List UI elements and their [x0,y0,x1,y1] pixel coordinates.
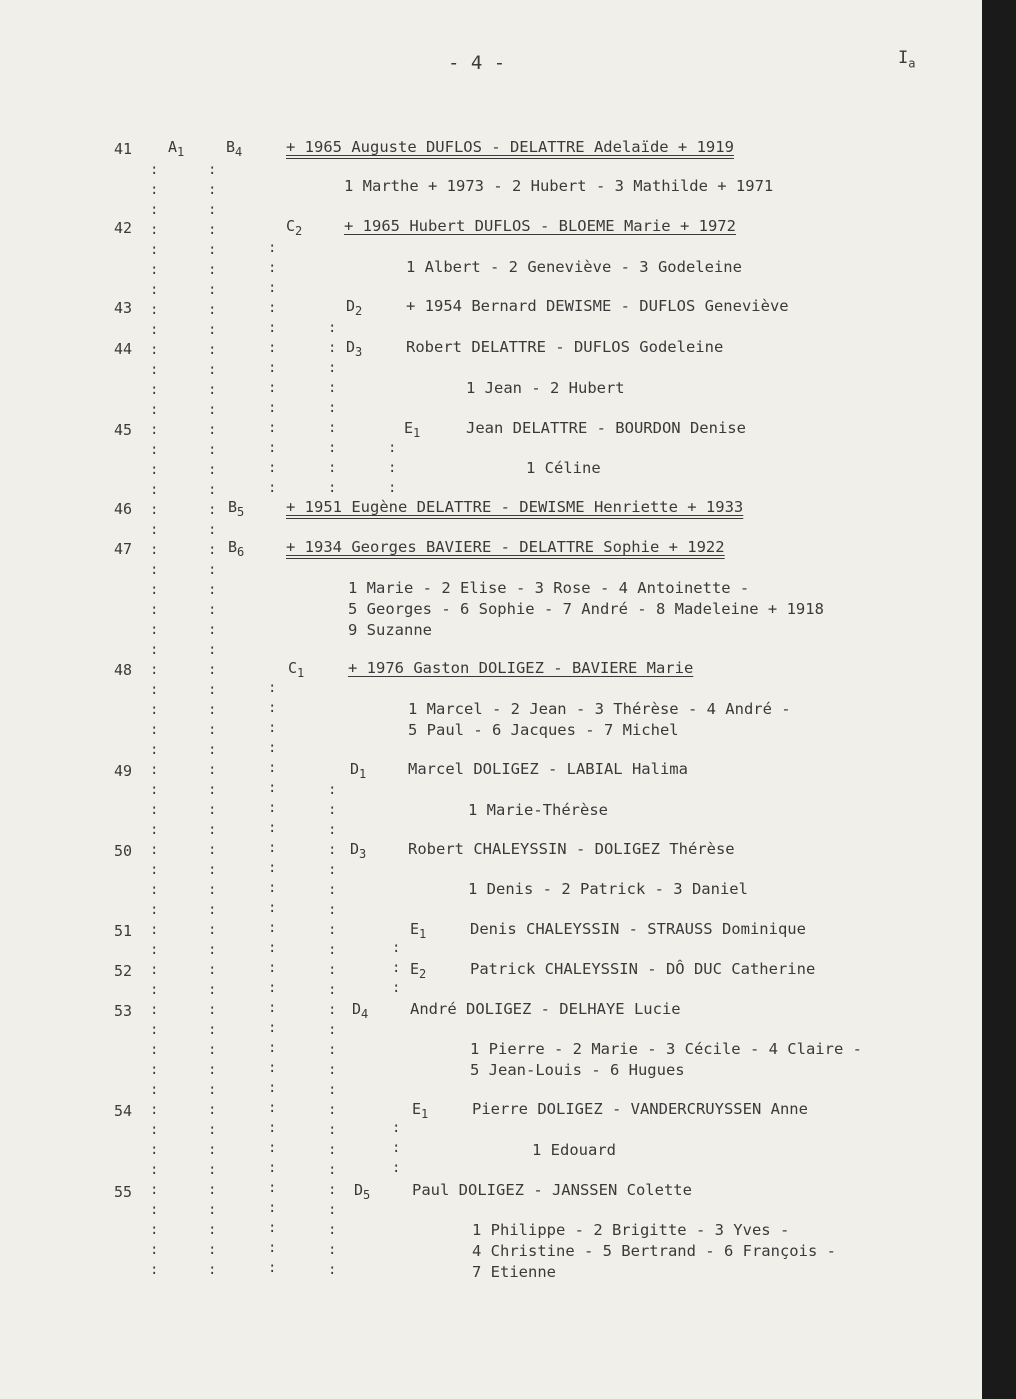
row-number: 41 [114,140,133,158]
row-number: 54 [114,1102,133,1120]
row-number: 48 [114,661,133,679]
children-line: 1 Albert - 2 Geneviève - 3 Godeleine [406,258,742,276]
gen-code: $B_5$ [228,498,245,519]
row-number: 51 [114,922,133,940]
couple-line: Patrick CHALEYSSIN - DÔ DUC Catherine [470,960,816,978]
children-line: 1 Denis - 2 Patrick - 3 Daniel [468,880,748,898]
children-line: 4 Christine - 5 Bertrand - 6 François - [472,1242,836,1260]
row-number: 50 [114,842,133,860]
couple-line: + 1976 Gaston DOLIGEZ - BAVIERE Marie [348,659,694,677]
couple-line: + 1954 Bernard DEWISME - DUFLOS Geneviève [406,297,789,315]
row-number: 46 [114,500,133,518]
couple-line: Paul DOLIGEZ - JANSSEN Colette [412,1181,692,1199]
gen-code: $D_3$ [350,840,367,861]
gen-line-e3: : : : [392,1120,401,1176]
row-number: 49 [114,762,133,780]
couple-line: + 1951 Eugène DELATTRE - DEWISME Henriette + 1933 [286,498,744,516]
gen-code: $D_4$ [352,1000,369,1021]
children-line: 1 Céline [526,459,601,477]
gen-line-b: : : : : : : : : : : : : : : : : : : : : : : : : : : : : : : : : : : : : : : : : : : : : : : : : : : : : : : : : [208,162,217,1278]
gen-line-e: : : : [388,440,397,496]
row-number: 43 [114,299,133,317]
gen-code: $E_1$ [404,419,421,440]
couple-line: André DOLIGEZ - DELHAYE Lucie [410,1000,681,1018]
couple-line: + 1965 Hubert DUFLOS - BLOEME Marie + 1972 [344,217,736,235]
couple-line: Denis CHALEYSSIN - STRAUSS Dominique [470,920,806,938]
couple-line: Pierre DOLIGEZ - VANDERCRUYSSEN Anne [472,1100,808,1118]
children-line: 1 Edouard [532,1141,616,1159]
gen-code: $E_2$ [410,960,427,981]
scan-edge [982,0,1016,1399]
row-number: 45 [114,421,133,439]
row-number: 52 [114,962,133,980]
gen-code: $D_3$ [346,338,363,359]
gen-line-d2: : : : : : : : : : : : : : : : : : : : : : : : : : [328,782,337,1278]
couple-line: Marcel DOLIGEZ - LABIAL Halima [408,760,688,778]
couple-line: Robert DELATTRE - DUFLOS Godeleine [406,338,724,356]
gen-line-c: : : : : : : : : : : : : : [268,240,277,496]
gen-code: $D_1$ [350,760,367,781]
couple-line: + 1965 Auguste DUFLOS - DELATTRE Adelaïde + 1919 [286,138,734,156]
gen-code: $B_6$ [228,538,245,559]
gen-code: $A_1$ [168,138,185,159]
gen-code: $C_2$ [286,217,303,238]
children-line: 5 Georges - 6 Sophie - 7 André - 8 Madeleine + 1918 [348,600,824,618]
gen-code: $D_2$ [346,297,363,318]
gen-code: $B_4$ [226,138,243,159]
row-number: 55 [114,1183,133,1201]
children-line: 1 Marie-Thérèse [468,801,608,819]
gen-line-d: : : : : : : : : : [328,320,337,496]
children-line: 9 Suzanne [348,621,432,639]
gen-line-a: : : : : : : : : : : : : : : : : : : : : : : : : : : : : : : : : : : : : : : : : : : : : : : : : : : : : : : : : [150,162,159,1278]
gen-code: $D_5$ [354,1181,371,1202]
children-line: 1 Pierre - 2 Marie - 3 Cécile - 4 Claire - [470,1040,862,1058]
gen-code: $C_1$ [288,659,305,680]
page-number: - 4 - [448,52,506,74]
row-number: 47 [114,540,133,558]
row-number: 53 [114,1002,133,1020]
children-line: 7 Etienne [472,1263,556,1281]
couple-line: Robert CHALEYSSIN - DOLIGEZ Thérèse [408,840,735,858]
row-number: 42 [114,219,133,237]
couple-line: + 1934 Georges BAVIERE - DELATTRE Sophie + 1922 [286,538,725,556]
couple-line: Jean DELATTRE - BOURDON Denise [466,419,746,437]
children-line: 1 Philippe - 2 Brigitte - 3 Yves - [472,1221,790,1239]
children-line: 1 Marie - 2 Elise - 3 Rose - 4 Antoinette - [348,579,750,597]
gen-line-c2: : : : : : : : : : : : : : : : : : : : : : : : : : : : : : : [268,680,277,1276]
section-mark: $I_a$ [898,48,916,71]
gen-code: $E_1$ [410,920,427,941]
children-line: 1 Jean - 2 Hubert [466,379,625,397]
children-line: 1 Marcel - 2 Jean - 3 Thérèse - 4 André - [408,700,791,718]
children-line: 1 Marthe + 1973 - 2 Hubert - 3 Mathilde + 1971 [344,177,774,195]
gen-code: $E_1$ [412,1100,429,1121]
children-line: 5 Paul - 6 Jacques - 7 Michel [408,721,679,739]
row-number: 44 [114,340,133,358]
gen-line-e2: : : : [392,940,401,996]
children-line: 5 Jean-Louis - 6 Hugues [470,1061,685,1079]
